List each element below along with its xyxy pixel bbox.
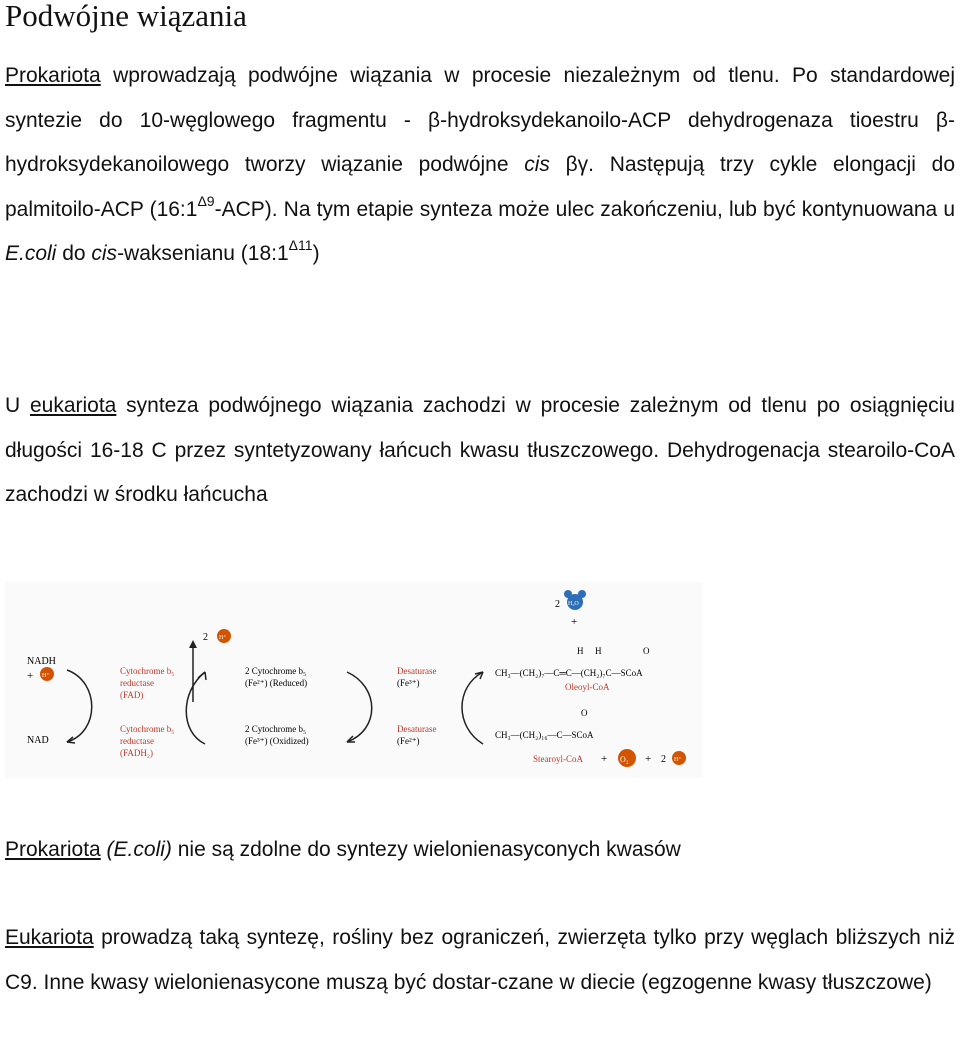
h2o-label: H₂O bbox=[568, 601, 579, 607]
cyt-b5-reductase-label: Cytochrome b₅ bbox=[120, 724, 175, 734]
desaturase-label: Desaturase bbox=[397, 666, 437, 676]
hplus-label: H⁺ bbox=[42, 673, 50, 679]
stearoyl-coa-label: Stearoyl-CoA bbox=[533, 754, 583, 764]
cyt-b5-oxidized-label: 2 Cytochrome b₅ bbox=[245, 724, 307, 734]
desaturase-label: Desaturase bbox=[397, 724, 437, 734]
text: H bbox=[577, 646, 584, 656]
link-prokariota[interactable]: Prokariota bbox=[5, 64, 101, 87]
plus-sign: + bbox=[645, 753, 652, 765]
plus-sign: + bbox=[571, 616, 578, 628]
superscript-delta11: Δ11 bbox=[288, 237, 313, 253]
text: (Fe²⁺) (Reduced) bbox=[245, 678, 308, 688]
cyt-b5-reduced-label: 2 Cytochrome b₅ bbox=[245, 666, 307, 676]
text: -ACP). Na tym etapie synteza może ulec zakończeniu, lub być kontynuowana u bbox=[214, 197, 955, 221]
text: H bbox=[595, 646, 602, 656]
italic-cis: cis bbox=[91, 242, 118, 265]
plus-sign: + bbox=[601, 753, 608, 765]
text: ) bbox=[312, 242, 320, 265]
text: (Fe²⁺) bbox=[397, 736, 420, 746]
oleoyl-coa-label: Oleoyl-CoA bbox=[565, 682, 610, 692]
link-prokariota-2[interactable]: Prokariota bbox=[5, 838, 101, 861]
italic-ecoli: (E.coli) bbox=[100, 838, 172, 861]
o2-label: O₂ bbox=[620, 755, 629, 764]
text: do bbox=[56, 242, 92, 265]
hplus-label: H⁺ bbox=[219, 635, 227, 641]
text: U bbox=[5, 394, 30, 417]
text: 2 bbox=[555, 599, 560, 610]
text: prowadzą taką syntezę, rośliny bez ograniczeń, zwierzęta tylko przy węglach bliższych niż C9. Inne kwasy wielonienasycone muszą być dostar-czane w diecie (egzogenne kwasy tłuszczowe) bbox=[5, 926, 955, 994]
text: nie są zdolne do syntezy wielonienasyconych kwasów bbox=[171, 838, 681, 861]
paragraph-eukaryote-desaturation bbox=[5, 384, 955, 518]
text: 2 bbox=[661, 754, 666, 765]
paragraph-prokaryote-polyunsaturated bbox=[5, 828, 955, 873]
text: -waksenianu (18:1 bbox=[117, 242, 289, 265]
paragraph-prokaryote-desaturation bbox=[5, 54, 955, 277]
link-eukariota[interactable]: eukariota bbox=[29, 394, 117, 417]
text: O bbox=[581, 708, 588, 718]
text: 2 bbox=[203, 632, 208, 643]
link-eukariota-2[interactable]: Eukariota bbox=[5, 926, 94, 949]
page-title: Podwójne wiązania bbox=[5, 0, 247, 33]
superscript-delta9: Δ9 bbox=[197, 192, 215, 209]
cyt-b5-reductase-label: Cytochrome b₅ bbox=[120, 666, 175, 676]
text: βγ. Następują trzy cykle elongacji do palmitoilo-ACP (16:1 bbox=[5, 153, 955, 221]
text: (FAD) bbox=[120, 690, 144, 700]
text: synteza podwójnego wiązania zachodzi w procesie zależnym od tlenu po osiągnięciu długości 16-18 C przez syntetyzowany łańcuch kwasu tłuszczowego. Dehydrogenacja stearoilo-CoA zachodzi w środku łańcucha bbox=[5, 394, 955, 506]
text: wprowadzają podwójne wiązania w procesie niezależnym od tlenu. Po standardowej syntezie do 10-węglowego fragmentu - β-hydroksydekanoilo-ACP dehydrogenaza tioestru β-hydroksydekanoilowego tworzy wiązanie podwójne bbox=[5, 64, 955, 176]
text: (Fe³⁺) bbox=[397, 678, 420, 688]
italic-ecoli: E.coli bbox=[5, 242, 57, 265]
desaturase-pathway-diagram bbox=[5, 582, 702, 778]
text: reductase bbox=[120, 678, 154, 688]
text: (FADH₂) bbox=[120, 748, 153, 758]
italic-cis: cis bbox=[524, 153, 550, 176]
nad-label: NAD bbox=[27, 735, 49, 746]
text: (Fe³⁺) (Oxidized) bbox=[245, 736, 309, 746]
text: reductase bbox=[120, 736, 154, 746]
nadh-label: NADH bbox=[27, 656, 56, 667]
text: O bbox=[643, 646, 650, 656]
stearoyl-coa-formula: CH₃—(CH₂)₁₆—C—SCoA bbox=[495, 730, 594, 740]
plus-sign: + bbox=[27, 670, 34, 682]
oleoyl-coa-formula: CH₃—(CH₂)₇—C═C—(CH₂)₇C—SCoA bbox=[495, 668, 643, 678]
paragraph-eukaryote-polyunsaturated bbox=[5, 916, 955, 1005]
hplus-label: H⁺ bbox=[674, 757, 682, 763]
